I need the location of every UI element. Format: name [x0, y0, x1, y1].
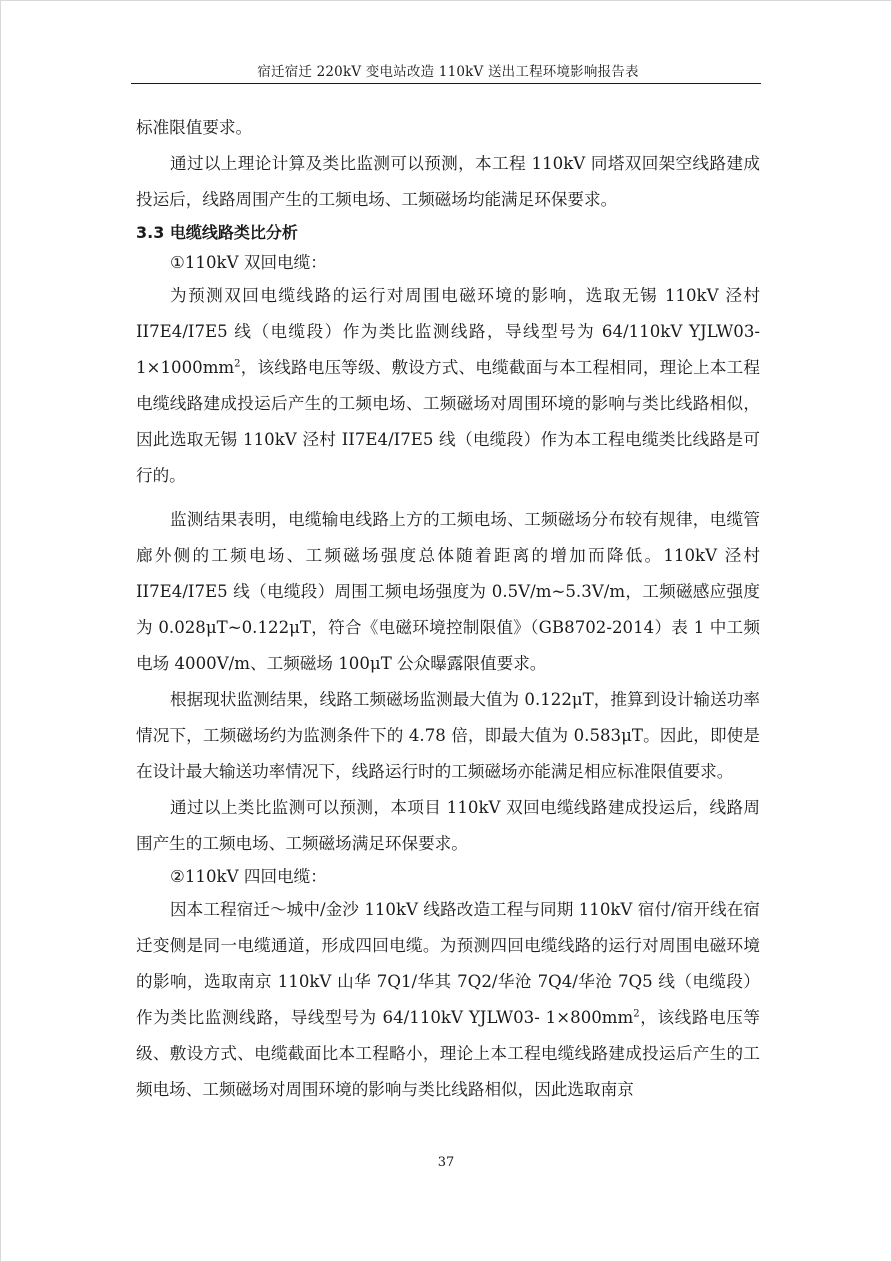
subheading-double-circuit: ①110kV 双回电缆：	[170, 253, 327, 272]
section-heading: 3.3 电缆线路类比分析	[136, 223, 298, 242]
page-number: 37	[437, 1155, 455, 1170]
running-header: 宿迁宿迁 220kV 变电站改造 110kV 送出工程环境影响报告表	[257, 64, 639, 80]
paragraph-text: ，该线路电压等级、敷设方式、电缆截面与本工程相同，理论上本工程电缆线路建成投运后产生的工频电场、工频磁场对周围环境的影响与类比线路相似，因此选取无锡 110kV 泾村 II7E4/I7E5 线（电缆段）作为本工程电缆类比线路是可行的。	[136, 358, 760, 485]
paragraph-text: 因本工程宿迁～城中/金沙 110kV 线路改造工程与同期 110kV 宿付/宿开线在宿迁变侧是同一电缆通道，形成四回电缆。为预测四回电缆线路的运行对周围电磁环境的影响，选取南京 110kV 山华 7Q1/华其 7Q2/华沧 7Q4/华沧 7Q5 线（电缆段）作为类比监测线路，导线型号为 64/110kV YJLW03- 1×800mm	[136, 900, 760, 1027]
paragraph-monitoring-results: 监测结果表明，电缆输电线路上方的工频电场、工频磁场分布较有规律，电缆管廊外侧的工频电场、工频磁场强度总体随着距离的增加而降低。110kV 泾村 II7E4/I7E5 线（电缆段）周围工频电场强度为 0.5V/m~5.3V/m，工频磁感应强度为 0.028μT~0.122μT，符合《电磁环境控制限值》（GB8702-2014）表 1 中工频电场 4000V/m、工频磁场 100μT 公众曝露限值要求。	[136, 510, 760, 673]
document-body	[136, 110, 760, 1108]
subheading-quad-circuit: ②110kV 四回电缆：	[170, 867, 327, 886]
paragraph-overhead-conclusion: 通过以上理论计算及类比监测可以预测，本工程 110kV 同塔双回架空线路建成投运后，线路周围产生的工频电场、工频磁场均能满足环保要求。	[136, 154, 760, 209]
paragraph-double-circuit-conclusion: 通过以上类比监测可以预测，本项目 110kV 双回电缆线路建成投运后，线路周围产生的工频电场、工频磁场满足环保要求。	[136, 798, 760, 853]
header-rule	[131, 83, 761, 84]
superscript: 2	[633, 1008, 640, 1020]
paragraph-quad-circuit-analog	[136, 892, 760, 1108]
paragraph-max-value: 根据现状监测结果，线路工频磁场监测最大值为 0.122μT，推算到设计输送功率情况下，工频磁场约为监测条件下的 4.78 倍，即最大值为 0.583μT。因此，即使是在设计最大输送功率情况下，线路运行时的工频磁场亦能满足相应标准限值要求。	[136, 690, 760, 781]
paragraph-double-circuit-analog	[136, 278, 760, 494]
paragraph-text: 为预测双回电缆线路的运行对周围电磁环境的影响，选取无锡 110kV 泾村 II7E4/I7E5 线（电缆段）作为类比监测线路，导线型号为 64/110kV YJLW03-1×1000mm	[136, 286, 760, 377]
paragraph-continuation: 标准限值要求。	[136, 118, 253, 137]
superscript: 2	[234, 358, 241, 370]
paragraph-text: ，该线路电压等级、敷设方式、电缆截面比本工程略小，理论上本工程电缆线路建成投运后产生的工频电场、工频磁场对周围环境的影响与类比线路相似，因此选取南京	[136, 1008, 760, 1099]
